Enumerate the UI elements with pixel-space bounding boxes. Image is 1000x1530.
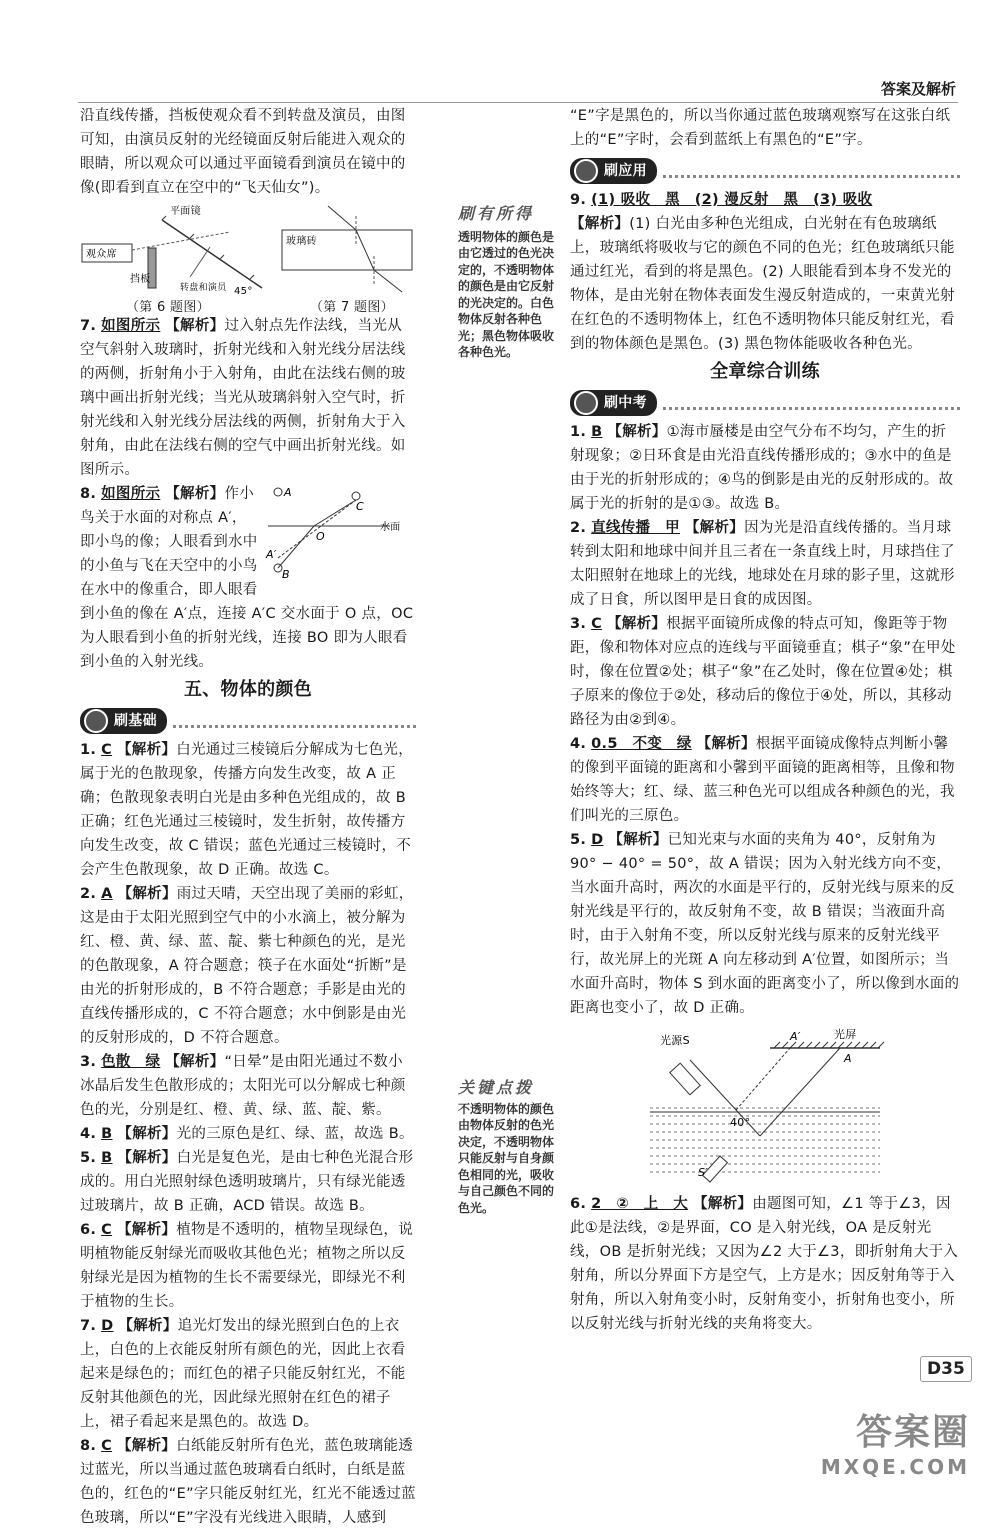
answer: C [591, 616, 603, 632]
analysis-text: “日晕”是由阳光通过不数小冰晶后发生色散形成的；太阳光可以分解成七种颜色的光，分别是红、橙、黄、绿、蓝、靛、紫。 [80, 1054, 406, 1118]
analysis-text: ①海市蜃楼是由空气分布不均匀，产生的折射现象；②日环食是由光沿直线传播形成的；③水中的鱼是由于光的折射形成的；④鸟的倒影是由光的反射形成的。故属于光的折射的是①③。故选 B。 [570, 424, 954, 512]
answer: C [101, 1222, 113, 1238]
left-column [80, 104, 416, 1530]
fig6-angle-label: 45° [234, 286, 253, 294]
question-number: 7. [80, 1318, 97, 1334]
question-item [570, 1192, 960, 1336]
analysis-label: 【解析】 [607, 424, 667, 440]
sidebar-title-2: 关键点拨 [458, 1078, 535, 1097]
answer: D [591, 832, 604, 848]
book-icon [84, 709, 108, 733]
answer: 直线传播 甲 [591, 520, 680, 536]
watermark-line1: 答案圈 [855, 1412, 970, 1453]
right-column [570, 104, 960, 1336]
fig8-water-label: 水面 [380, 522, 401, 533]
analysis-text: 雨过天晴，天空出现了美丽的彩虹，这是由于太阳光照到空气中的小水滴上，被分解为红、橙、黄、绿、蓝、靛、紫七种颜色的光，是光的色散现象，A 符合题意；筷子在水面处“折断”是由光的折射形成的，B 不符合题意；手影是由光的直线传播形成的，C 不符合题意；水中倒影是由光的反射形成的，D 不符合题意。 [80, 886, 414, 1046]
question-item [570, 516, 960, 612]
fig5-label: 40° [730, 1116, 751, 1129]
question-number: 4. [570, 736, 587, 752]
fig8-label-B: B [282, 568, 290, 580]
fig6-mirror-label: 平面镜 [170, 206, 201, 217]
answer: 0.5 不变 绿 [591, 736, 692, 752]
analysis-label: 【解析】 [117, 1438, 177, 1454]
question-number: 3. [570, 616, 587, 632]
fig8-label-O: O [316, 530, 325, 543]
analysis-text: 由题图可知，∠1 等于∠3，因此①是法线，②是界面，CO 是入射光线，OA 是反射光线，OB 是折射光线；又因为∠2 大于∠3，即折射角大于入射角，所以分界面下方是空气，上方是水；因反射角等于入射角，所以入射角变小时，反射角变小，折射角也变小，所以反射光线与折射光线的夹角将变大。 [570, 1196, 959, 1332]
sidebar-note-1-text: 透明物体的颜色是由它透过的色光决定的，不透明物体的颜色是由它反射的光决定的。白色物体反射各种色光；黑色物体吸收各种色光。 [458, 229, 555, 359]
question-9: 9. (1) 吸收 黑 (2) 漫反射 黑 (3) 吸收 【解析】(1) 白光由多种色光组成，白光射在有色玻璃纸上，玻璃纸将吸收与它的颜色不同的色光；红色玻璃纸只能通过红光，看到的将是黑色。(2) 人眼能看到本身不发光的物体，是由光射在物体表面发生漫反射造成的，一束黄光射在红色的不透明物体上，红色不透明物体只能反射红光，看到的物体颜色是黑色。(3) 黑色物体能吸收各种色光。 [570, 192, 955, 352]
question-item [80, 1122, 416, 1146]
question-item [570, 732, 960, 828]
question-item [80, 1146, 416, 1218]
analysis-label: 【解析】 [117, 1222, 177, 1238]
analysis-label: 【解析】 [118, 1318, 178, 1334]
fig6-board-label: 挡板 [130, 274, 151, 285]
question-item [80, 1218, 416, 1314]
question-item [80, 1314, 416, 1434]
question-item [80, 738, 416, 882]
analysis-label: 【解析】 [117, 742, 177, 758]
basic-questions [80, 738, 416, 1530]
analysis-label: 【解析】 [165, 1054, 225, 1070]
answer: 2 ② 上 大 [591, 1196, 689, 1212]
analysis-text: 根据平面镜成像特点判断小馨的像到平面镜的距离和小馨到平面镜的距离相等，且像和物始终等大；红、绿、蓝三种色光可以组成各种颜色的光，我们叫光的三原色。 [570, 736, 955, 824]
analysis-text: 光的三原色是红、绿、蓝，故选 B。 [176, 1126, 414, 1142]
question-number: 2. [570, 520, 587, 536]
question-number: 1. [80, 742, 97, 758]
question-item [80, 882, 416, 1050]
analysis-text: 白光是复色光，是由七种色光混合形成的。用白光照射绿色透明玻璃片，只有绿光能透过玻璃片，故 B 正确，ACD 错误。故选 B。 [80, 1150, 414, 1214]
question-number: 2. [80, 886, 97, 902]
question-item [570, 828, 960, 1020]
analysis-label: 【解析】 [607, 616, 667, 632]
question-item [570, 420, 960, 516]
analysis-label: 【解析】 [608, 832, 668, 848]
question-item [80, 1050, 416, 1122]
section-title-review: 全章综合训练 [710, 361, 820, 382]
watermark-line2: MXQE.COM [820, 1455, 970, 1479]
fig6-actor-label: 转盘和演员 [180, 283, 227, 293]
fig8-label-A: A [284, 486, 292, 499]
answer: A [101, 886, 113, 902]
answer: C [101, 1438, 113, 1454]
analysis-text: 因为光是沿直线传播的。当月球转到太阳和地球中间并且三者在一条直线上时，月球挡住了太阳照射在地球上的光线，地球处在月球的影子里，这就形成了日食，所以图甲是日食的成因图。 [570, 520, 955, 608]
sidebar-note-2-text: 不透明物体的颜色由物体反射的色光决定，不透明物体只能反射与自身颜色相同的光，吸收与自己颜色不同的色光。 [458, 1101, 555, 1215]
analysis-label: 【解析】 [117, 886, 177, 902]
analysis-text: 根据平面镜所成像的特点可知，像距等于物距，像和物体对应点的连线与平面镜垂直；棋子“象”在甲处时，像在位置②处；棋子“象”在乙处时，像在位置④处；棋子原来的像位于②处，移动后的像位于④处，所以，其移动路径为由②到④。 [570, 616, 956, 728]
question-number: 4. [80, 1126, 97, 1142]
fig8-label-Ap: A′ [266, 548, 277, 561]
analysis-text: 追光灯发出的绿光照到白色的上衣上，白色的上衣能反射所有颜色的光，因此上衣看起来是绿色的；而红色的裙子只能反射红光，不能反射其他颜色的光，因此绿光照射在红色的裙子上，裙子看起来是黑色的。故选 D。 [80, 1318, 406, 1430]
fig8-label-C: C [356, 500, 364, 513]
analysis-text: 已知光束与水面的夹角为 40°，反射角为 90° − 40° = 50°，故 A 错误；因为入射光线方向不变，当水面升高时，两次的水面是平行的，反射光线与原来的反射光线是平行的，故反射角不变，故 B 错误；当液面升高时，由于入射角不变，所以反射光线与原来的反射光线平行，故光屏上的光斑 A 向左移动到 A′位置，如图所示；当水面升高时，物体 S 到水面的距离变小了，所以像到水面的距离也变小了，故 D 正确。 [570, 832, 960, 1016]
question-number: 5. [570, 832, 587, 848]
sidebar-note-1 [458, 206, 564, 361]
analysis-label: 【解析】 [693, 1196, 753, 1212]
figure-6-diagram [80, 202, 270, 294]
book-icon [574, 159, 598, 183]
fig5-label: A [844, 1052, 852, 1065]
question-number: 8. [80, 1438, 97, 1454]
analysis-text: 植物是不透明的，植物呈现绿色，说明植物能反射绿光而吸收其他色光；植物之所以反射绿光是因为植物的生长不需要绿光，即绿光不利于植物的生长。 [80, 1222, 414, 1310]
answer: B [101, 1126, 113, 1142]
analysis-text: 白纸能反射所有色光，蓝色玻璃能透过蓝光，所以当通过蓝色玻璃看白纸时，白纸是蓝色的，红色的“E”字只能反射红光，红光不能透过蓝色玻璃，所以“E”字没有光线进入眼睛，人感到 [80, 1438, 416, 1526]
fig6-caption: （第 6 题图） [126, 300, 210, 315]
watermark-logo [821, 1404, 970, 1479]
question-number: 1. [570, 424, 587, 440]
answer: D [101, 1318, 114, 1334]
intro-paragraph: 沿直线传播，挡板使观众看不到转盘及演员，由图可知，由演员反射的光经镜面反射后能进入观众的眼睛，所以观众可以通过平面镜看到演员在镜中的像(即看到直立在空中的“飞天仙女”)。 [80, 108, 406, 196]
fig5-label: 光源S [660, 1034, 690, 1047]
page-number: D35 [920, 1356, 972, 1382]
analysis-label: 【解析】 [117, 1126, 177, 1142]
section-title-color: 五、物体的颜色 [183, 679, 313, 700]
analysis-text: 白光通过三棱镜后分解成为七色光，属于光的色散现象，传播方向发生改变，故 A 正确；色散现象表明白光是由多种色光组成的，故 B 正确；红色光通过三棱镜时，发生折射，故传播方向发生改变，故 C 错误；蓝色光通过三棱镜时，不会产生色散现象，故 D 正确。故选 C。 [80, 742, 414, 878]
header-divider [78, 102, 958, 103]
page-header-title: 答案及解析 [880, 80, 956, 98]
answer: C [101, 742, 113, 758]
sidebar-note-2 [458, 1080, 560, 1216]
figure-5-diagram [640, 1026, 890, 1186]
answer: B [101, 1150, 113, 1166]
question-item [570, 612, 960, 732]
fig6-audience-label: 观众席 [86, 249, 117, 260]
fig7-glass-label: 玻璃砖 [286, 236, 317, 247]
tag-application: 刷应用 [570, 158, 960, 184]
question-item [80, 1434, 416, 1530]
figure-8-diagram [264, 484, 416, 580]
analysis-label: 【解析】 [696, 736, 756, 752]
fig5-label: A′ [790, 1030, 801, 1043]
question-number: 5. [80, 1150, 97, 1166]
fig7-caption: （第 7 题图） [310, 300, 394, 315]
tag-exam: 刷中考 [570, 390, 960, 416]
exam-questions [570, 420, 960, 1336]
analysis-label: 【解析】 [117, 1150, 177, 1166]
answer: B [591, 424, 603, 440]
analysis-label: 【解析】 [684, 520, 745, 536]
figure-7-diagram [278, 202, 418, 294]
tag-basic: 刷基础 [80, 708, 416, 734]
book-icon [574, 391, 598, 415]
question-number: 3. [80, 1054, 97, 1070]
question-number: 6. [80, 1222, 97, 1238]
question-8: 水面 A C O A′ B 8. 如图所示 【解析】作小鸟关于水面的对称点 A′，即小鸟的像；人眼看到水中的小鱼与飞在天空中的小鸟在水中的像重合，即人眼看到小鱼的像在 A′点，连接 A′C 交水面于 O 点，OC 为人眼看到小鱼的折射光线，连接 BO 即为人眼看到小鱼的入射光线。 [80, 482, 416, 674]
answer: 色散 绿 [101, 1054, 161, 1070]
figures-row [80, 202, 416, 314]
fig5-label: S′ [698, 1166, 709, 1179]
right-intro: “E”字是黑色的，所以当你通过蓝色玻璃观察写在这张白纸上的“E”字时，会看到蓝纸上有黑色的“E”字。 [570, 108, 951, 148]
question-7: 7. 如图所示 【解析】过入射点先作法线，当光从空气斜射入玻璃时，折射光线和入射光线分居法线的两侧，折射角小于入射角，由此在法线右侧的玻璃中画出折射光线；当光从玻璃斜射入空气时，折射光线和入射光线分居法线的两侧，折射角大于入射角，由此在法线右侧的空气中画出折射光线。如图所示。 [80, 318, 406, 478]
fig5-label: 光屏 [834, 1028, 857, 1041]
sidebar-title-1: 刷有所得 [458, 204, 535, 223]
question-number: 6. [570, 1196, 587, 1212]
